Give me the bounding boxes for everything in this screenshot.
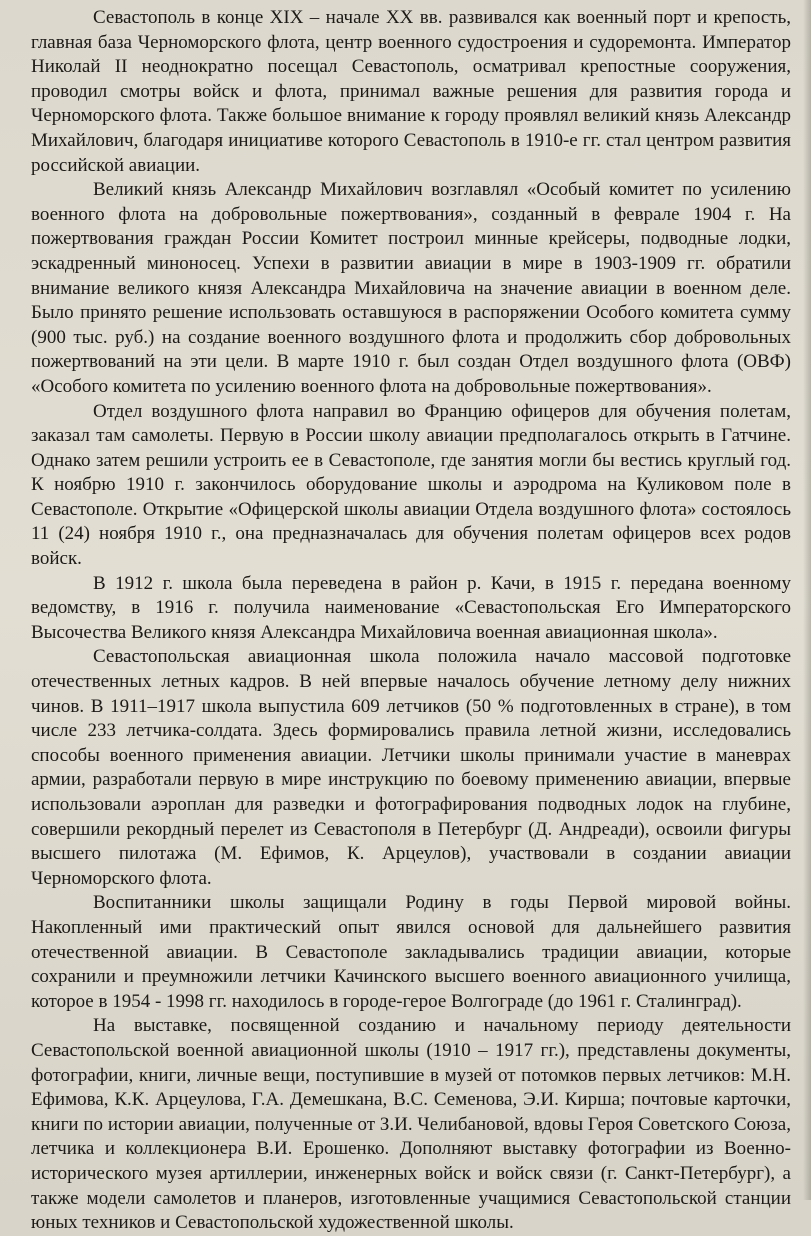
document-body [31,6,791,1236]
page-edge-shadow [803,0,811,1200]
paragraph-sevastopol-intro: Севастополь в конце XIX – начале XX вв. развивался как военный порт и крепость, главная база Черноморского флота, центр военного судостроения и судоремонта. Император Николай II неоднократно посещал Севастополь, осматривал крепостные сооружения, проводил смотры войск и флота, принимал важные решения для развития города и Черноморского флота. Также большое внимание к городу проявлял великий князь Александр Михайлович, благодаря инициативе которого Севастополь в 1910-е гг. стал центром развития российской авиации. [31,7,791,176]
paragraph-graduates-legacy: Воспитанники школы защищали Родину в годы Первой мировой войны. Накопленный ими практический опыт явился основой для дальнейшего развития отечественной авиации. В Севастополе закладывались традиции авиации, которые сохранили и преумножили летчики Качинского высшего военного авиационного училища, которое в 1954 - 1998 гг. находилось в городе-герое Волгограде (до 1961 г. Сталинград). [31,892,791,1012]
paragraph-air-fleet-department: Отдел воздушного флота направил во Францию офицеров для обучения полетам, заказал там самолеты. Первую в России школу авиации предполагалось открыть в Гатчине. Однако затем решили устроить ее в Севастополе, где занятия могли бы вестись круглый год. К ноябрю 1910 г. закончилось оборудование школы и аэродрома на Куликовом поле в Севастополе. Открытие «Офицерской школы авиации Отдела воздушного флота» состоялось 11 (24) ноября 1910 г., она предназначалась для обучения полетам офицеров всех родов войск. [31,400,791,570]
paragraph-special-committee: Великий князь Александр Михайлович возглавлял «Особый комитет по усилению военного флота на добровольные пожертвования», созданный в феврале 1904 г. На пожертвования граждан России Комитет построил минные крейсеры, подводные лодки, эскадренный миноносец. Успехи в развитии авиации в мире в 1903-1909 гг. обратили внимание великого князя Александра Михайловича на значение авиации в военном деле. Было принято решение использовать оставшуюся в распоряжении Особого комитета сумму (900 тыс. руб.) на создание военного воздушного флота и продолжить сбор добровольных пожертвований на эти цели. В марте 1910 г. был создан Отдел воздушного флота (ОВФ) «Особого комитета по усилению военного флота на добровольные пожертвования». [31,179,791,397]
paragraph-school-achievements: Севастопольская авиационная школа положила начало массовой подготовке отечественных летных кадров. В ней впервые началось обучение летному делу нижних чинов. В 1911–1917 школа выпустила 609 летчиков (50 % подготовленных в стране), в том числе 233 летчика-солдата. Здесь формировались правила летной жизни, исследовались способы военного применения авиации. Летчики школы принимали участие в маневрах армии, разработали первую в мире инструкцию по боевому применению авиации, впервые использовали аэроплан для разведки и фотографирования подводных лодок на глубине, совершили рекордный перелет из Севастополя в Петербург (Д. Андреади), освоили фигуры высшего пилотажа (М. Ефимов, К. Арцеулов), участвовали в создании авиации Черноморского флота. [31,646,791,889]
paragraph-exhibition: На выставке, посвященной созданию и начальному периоду деятельности Севастопольской военной авиационной школы (1910 – 1917 гг.), представлены документы, фотографии, книги, личные вещи, поступившие в музей от потомков первых летчиков: М.Н. Ефимова, К.К. Арцеулова, Г.А. Демешкана, В.С. Семенова, Э.И. Кирша; почтовые карточки, книги по истории авиации, полученные от З.И. Челибановой, вдовы Героя Советского Союза, летчика и коллекционера В.И. Ерошенко. Дополняют выставку фотографии из Военно-исторического музея артиллерии, инженерных войск и войск связи (г. Санкт-Петербург), а также модели самолетов и планеров, изготовленные учащимися Севастопольской станции юных техников и Севастопольской художественной школы. [31,1015,791,1234]
paragraph-kacha-relocation: В 1912 г. школа была переведена в район р. Качи, в 1915 г. передана военному ведомству, в 1916 г. получила наименование «Севастопольская Его Императорского Высочества Великого князя Александра Михайловича военная авиационная школа». [31,572,791,643]
